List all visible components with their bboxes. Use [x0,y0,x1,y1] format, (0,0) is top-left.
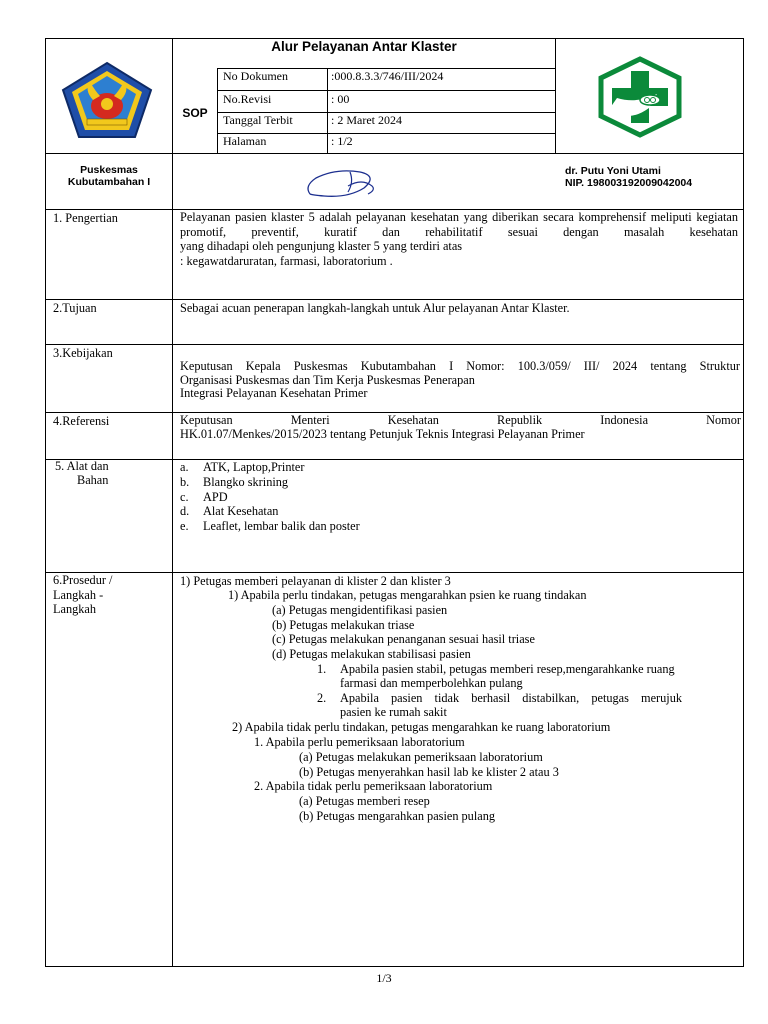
step-marker: 1. [317,662,327,676]
list-item: a. ATK, Laptop,Printer [180,460,305,474]
step-line: 1. Apabila perlu pemeriksaan laboratorium [254,735,465,749]
pengertian-line3: yang dihadapi oleh pengunjung klaster 5 yang terdiri atas [180,239,463,253]
document-title: Alur Pelayanan Antar Klaster [271,39,457,54]
page-number: 1/3 [376,971,392,985]
field-label-tanggal-terbit: Tanggal Terbit [223,113,293,127]
section-label-prosedur: 6.Prosedur / Langkah - Langkah [53,573,113,616]
step-line: Apabila pasien tidak berhasil distabilkan, petugas merujuk [340,691,682,705]
list-item: c. APD [180,489,228,504]
pengertian-paragraph: Pelayanan pasien klaster 5 adalah pelayanan kesehatan yang diberikan secara komprehensif meliputi kegiatan promotif, preventif, kuratif dan rehabilitatif sesuai dengan masalah kesehatan [180,210,738,239]
signer-name: dr. Putu Yoni Utami [565,165,661,177]
step-line: 1) Apabila perlu tindakan, petugas mengarahkan psien ke ruang tindakan [228,588,587,602]
signature [302,164,386,204]
signer-block [565,165,692,189]
list-item: b. Blangko skrining [180,474,289,489]
org-name [46,164,172,188]
step-marker: 2. [317,691,327,705]
step-line: (b) Petugas menyerahkan hasil lab ke klister 2 atau 3 [299,765,559,779]
alat-list [180,460,360,534]
field-value-no-revisi: : 00 [331,92,350,106]
org-name-line2: Kubutambahan I [67,176,151,188]
list-item: e. Leaflet, lembar balik dan poster [180,519,360,534]
section-label-pengertian: 1. Pengertian [53,211,118,225]
field-value-no-dokumen: :000.8.3.3/746/III/2024 [331,69,444,83]
step-line: pasien ke rumah sakit [340,705,447,719]
step-line: farmasi dan memperbolehkan pulang [340,676,523,690]
pengertian-text [180,210,738,268]
referensi-text [180,414,741,441]
step-line: 1) Petugas memberi pelayanan di klister 2 dan klister 3 [180,574,451,588]
step-line: (b) Petugas mengarahkan pasien pulang [299,809,496,823]
field-label-halaman: Halaman [223,134,267,148]
step-line: (c) Petugas melakukan penanganan sesuai hasil triase [272,632,535,646]
step-line: (a) Petugas memberi resep [299,794,430,808]
kebijakan-line3: Integrasi Pelayanan Kesehatan Primer [180,386,368,400]
tujuan-text: Sebagai acuan penerapan langkah-langkah untuk Alur pelayanan Antar Klaster. [180,301,570,315]
field-label-no-revisi: No.Revisi [223,92,272,106]
step-line: 2) Apabila tidak perlu tindakan, petugas mengarahkan ke ruang laboratorium [232,720,611,734]
step-line: (d) Petugas melakukan stabilisasi pasien [272,647,471,661]
section-label-kebijakan: 3.Kebijakan [53,346,113,360]
section-label-tujuan: 2.Tujuan [53,301,97,315]
signer-nip: NIP. 198003192009042004 [565,177,693,189]
field-value-tanggal-terbit: : 2 Maret 2024 [331,113,402,127]
list-item: d. Alat Kesehatan [180,504,279,519]
district-emblem-logo [60,60,154,140]
step-line: (a) Petugas melakukan pemeriksaan laboratorium [299,750,543,764]
sop-label: SOP [182,106,208,120]
step-line: (a) Petugas mengidentifikasi pasien [272,603,448,617]
field-value-halaman: : 1/2 [331,134,353,148]
puskesmas-logo [597,56,683,138]
field-label-no-dokumen: No Dokumen [223,69,288,83]
referensi-line2: HK.01.07/Menkes/2015/2023 tentang Petunjuk Teknis Integrasi Pelayanan Primer [180,426,585,441]
pengertian-line4: : kegawatdaruratan, farmasi, laboratorium . [180,253,393,268]
step-line: 2. Apabila tidak perlu pemeriksaan laboratorium [254,779,493,793]
step-line: (b) Petugas melakukan triase [272,618,415,632]
step-line: Apabila pasien stabil, petugas memberi resep,mengarahkanke ruang [340,662,675,676]
kebijakan-line2: Organisasi Puskesmas dan Tim Kerja Puskesmas Penerapan [180,372,475,387]
section-label-referensi: 4.Referensi [53,414,110,428]
kebijakan-text [180,360,740,401]
referensi-line1: Keputusan Menteri Kesehatan Republik Indonesia Nomor [180,413,741,427]
section-label-alat: 5. Alat dan Bahan [55,459,109,487]
kebijakan-line1: Keputusan Kepala Puskesmas Kubutambahan I Nomor: 100.3/059/ III/ 2024 tentang Struktur [180,359,740,373]
org-name-line1: Puskesmas [80,164,138,176]
